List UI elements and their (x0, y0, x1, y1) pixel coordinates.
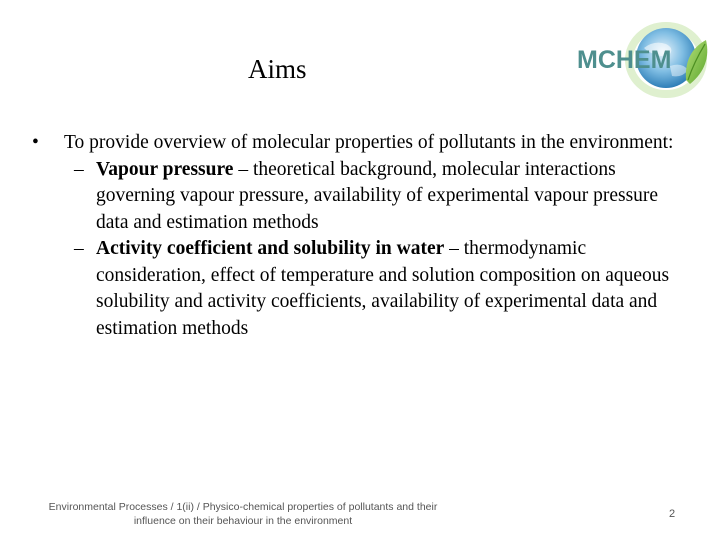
footer-line-1: Environmental Processes / 1(ii) / Physico-chemical properties of pollutants and their (48, 501, 438, 513)
sub-item-heading: Activity coefficient and solubility in water (96, 238, 445, 259)
sub-item-activity-coefficient (32, 236, 682, 342)
sub-item-marker: – (74, 158, 84, 180)
bullet-text: To provide overview of molecular properties of pollutants in the environment: (64, 132, 674, 153)
logo-text: MCHEM (577, 46, 672, 74)
slide-footer (30, 500, 456, 528)
sub-item-marker: – (74, 238, 84, 259)
footer-line-2: influence on their behaviour in the environment (133, 515, 353, 527)
slide-body (32, 130, 682, 342)
slide-title: Aims (248, 54, 307, 84)
bullet-item (32, 130, 682, 157)
mchem-logo (574, 18, 714, 100)
sub-item-vapour-pressure (32, 157, 682, 237)
page-number: 2 (668, 508, 676, 520)
sub-item-text: – thermodynamic consideration, effect of temperature and solution composition on aqueous solubility and activity coefficients, availability of experimental data and estimation methods (96, 238, 670, 339)
sub-item-heading: Vapour pressure (96, 158, 234, 180)
sub-item-text: – theoretical background, molecular interactions governing vapour pressure, availability of experimental vapour pressure data and estimation methods (96, 158, 659, 233)
bullet-marker: • (32, 132, 39, 153)
